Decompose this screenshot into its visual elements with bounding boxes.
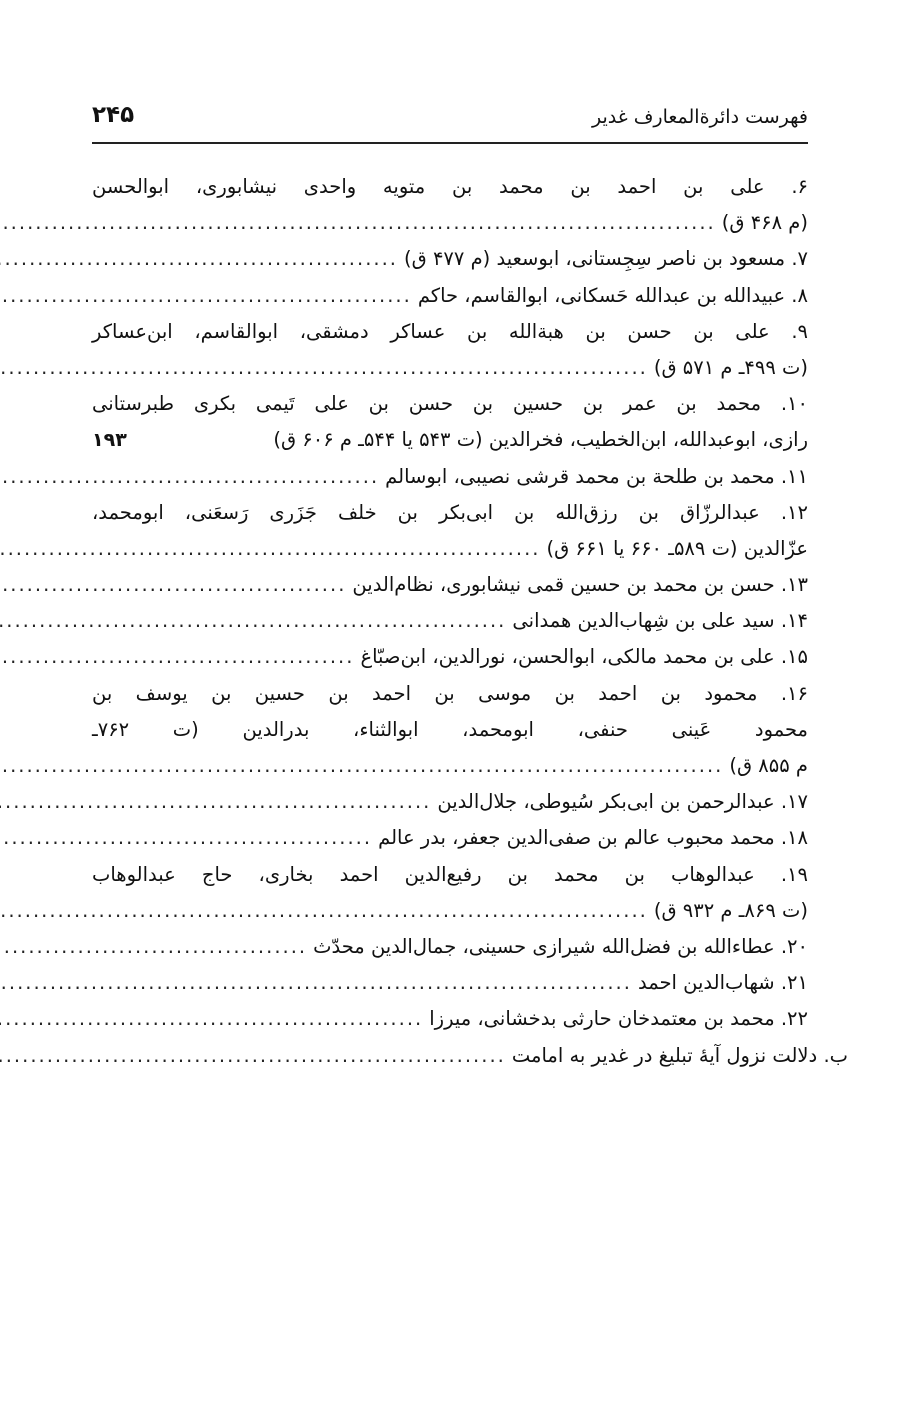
toc-entry-text: ب. دلالت نزول آیهٔ تبلیغ در غدیر به امامت [511,1043,848,1067]
toc-entry-text: محمود عَینی حنفی، ابومحمد، ابوالثناء، بدرالدین (ت ۷۶۲ـ [92,717,808,741]
dot-leader [0,205,716,241]
toc-entry-text: ۱۵. علی بن محمد مالکی، ابوالحسن، نورالدین، ابن‌صبّاغ [360,645,808,669]
toc-entry [92,386,808,422]
dot-leader [0,820,372,856]
toc-entry [92,531,808,567]
toc-entry-text: ۱۷. عبدالرحمن بن ابی‌بکر سُیوطی، جلال‌الدین [437,790,808,814]
toc-entry [92,314,808,350]
toc-entry [92,495,808,531]
toc-entry [92,929,808,965]
dot-leader [0,531,540,567]
toc-entry-text: ۲۰. عطاءالله بن فضل‌الله شیرازی حسینی، جمال‌الدین محدّث [313,934,808,958]
toc-page-number: ۱۹۳ [92,429,127,452]
running-title: فهرست دائرةالمعارف غدیر [591,106,808,128]
toc-entry [92,422,808,458]
dot-leader [0,1038,506,1074]
toc-entry [92,603,808,639]
toc-entry-text: ۱۴. سید علی بن شِهاب‌الدین همدانی [512,609,808,633]
toc-entry [92,459,808,495]
toc-entry [92,784,808,820]
dot-leader [0,241,398,277]
toc-entry-text: (ت ۸۶۹ـ م ۹۳۲ ق) [653,898,808,922]
toc-entry-text: ۲۲. محمد بن معتمدخان حارثی بدخشانی، میرزا [429,1007,808,1031]
dot-leader [0,459,379,495]
dot-leader [0,350,648,386]
toc-entry-text: (ت ۴۹۹ـ م ۵۷۱ ق) [653,355,808,379]
toc-entry [92,639,808,675]
toc-entry [92,567,808,603]
toc-entry-text: رازی، ابوعبدالله، ابن‌الخطیب، فخرالدین (ت ۵۴۳ یا ۵۴۴ـ م ۶۰۶ ق) [273,428,808,452]
toc-entry-text: ۹. علی بن حسن بن هبةالله بن عساکر دمشقی، ابوالقاسم، ابن‌عساکر [92,319,808,343]
dot-leader [0,784,431,820]
toc-entry-text: ۱۳. حسن بن محمد بن حسین قمی نیشابوری، نظام‌الدین [352,573,808,597]
toc-entry-text: ۱۸. محمد محبوب عالم بن صفی‌الدین جعفر، بدر عالم [378,826,808,850]
dot-leader [0,748,723,784]
toc-entry [92,676,808,712]
toc-entry [92,205,808,241]
toc-entry-text: ۲۱. شهاب‌الدین احمد [637,971,808,995]
toc-entry-text: ۱۰. محمد بن عمر بن حسین بن حسن بن علی تَیمی بکری طبرستانی [92,392,808,416]
dot-leader [0,929,307,965]
toc-entry-text: (م ۴۶۸ ق) [721,211,808,235]
toc-entry-text: عزّالدین (ت ۵۸۹ـ ۶۶۰ یا ۶۶۱ ق) [546,536,808,560]
dot-leader [0,1001,423,1037]
toc-entry-text: م ۸۵۵ ق) [729,754,808,777]
dot-leader [0,278,412,314]
toc-entry [92,820,808,856]
toc-entry [92,857,808,893]
toc-entry [92,169,808,205]
toc-entry [92,965,808,1001]
toc-entry-text: ۱۲. عبدالرزّاق بن رزق‌الله بن ابی‌بکر بن خلف جَزَری رَسعَنی، ابومحمد، [92,500,808,524]
toc-entry [92,350,808,386]
toc-entry-text: ۱۶. محمود بن احمد بن موسی بن احمد بن حسین بن یوسف بن [92,681,808,705]
toc-entry [92,278,808,314]
toc-entry-text: ۱۹. عبدالوهاب بن محمد بن رفیع‌الدین احمد بخاری، حاج عبدالوهاب [92,862,808,886]
toc-entry [92,1038,848,1074]
toc-entry-text: ۸. عبیدالله بن عبدالله حَسکانی، ابوالقاسم، حاکم [417,283,808,307]
toc-entry [92,241,808,277]
toc-entry-text: ۶. علی بن احمد بن محمد بن متویه واحدی نیشابوری، ابوالحسن [92,175,808,198]
toc-entry-text: ۱۱. محمد بن طلحة بن محمد قرشی نصیبی، ابوسالم [385,464,808,488]
toc-entry [92,712,808,748]
dot-leader [0,965,632,1001]
page-header [92,92,808,144]
toc-entry [92,748,808,784]
toc-entry [92,893,808,929]
toc-entry-text: ۷. مسعود بن ناصر سِجِستانی، ابوسعید (م ۴۷۷ ق) [404,247,808,271]
dot-leader [0,639,354,675]
dot-leader [0,567,346,603]
page-number: ۲۴۵ [92,102,135,128]
toc-entry [92,1001,808,1037]
table-of-contents [92,169,848,1074]
dot-leader [0,603,506,639]
dot-leader [0,893,648,929]
